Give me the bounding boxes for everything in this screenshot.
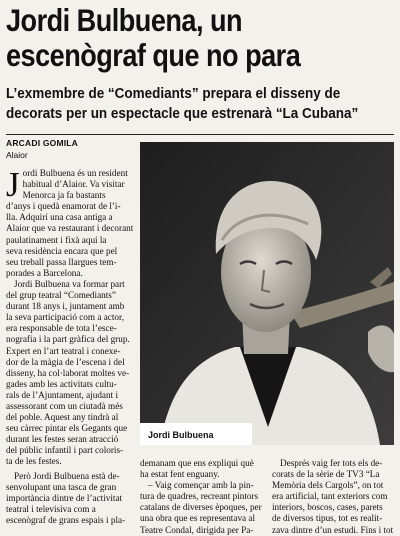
text-line: senvolupant una tasca de gran xyxy=(6,481,117,492)
drop-cap: J xyxy=(6,165,20,204)
headline-line-1: Jordi Bulbuena, un xyxy=(6,2,243,38)
text-line: interiors, boscos, cases, parets xyxy=(272,502,383,513)
text-line: durant 18 anys i, juntament amb xyxy=(6,301,125,312)
paragraph-4 xyxy=(140,458,262,480)
article-column-2 xyxy=(140,458,262,536)
text-line: ordi Bulbuena és un resident xyxy=(22,168,128,178)
text-line: dor de la màgia de l’escena i del xyxy=(6,356,125,367)
text-line: Menorca ja fa bastants xyxy=(22,190,106,201)
text-line: durant les festes seran atracció xyxy=(6,434,119,445)
text-line: demanam que ens expliqui què xyxy=(140,458,254,468)
text-line: rals de l’Ajuntament, ajudant i xyxy=(6,389,119,400)
text-line: del públic infantil i part coloris- xyxy=(6,445,124,456)
text-line: del grup teatral “Comediants” xyxy=(6,290,116,301)
text-line: disseny, ha col·laborat moltes ve- xyxy=(6,367,130,378)
headline-line-2: escenògraf que no para xyxy=(6,37,301,73)
paragraph-2 xyxy=(6,279,134,468)
text-line: seva residència encara que pel xyxy=(6,245,118,256)
text-line: era responsable de tota l’esce- xyxy=(6,323,117,334)
text-line: nografia i la part gràfica del grup. xyxy=(6,334,130,345)
text-line: tura de quadres, recreant pintors xyxy=(140,491,259,502)
text-line: escenògraf de grans espais i pla- xyxy=(6,514,126,525)
text-line: zava dintre d’un estudi. Fins i tot xyxy=(272,524,394,535)
text-line: una obra que es representava al xyxy=(140,513,256,524)
paragraph-5 xyxy=(140,480,262,535)
text-line: porades a Barcelona. xyxy=(6,267,83,278)
portrait-photo xyxy=(140,142,394,445)
text-line: Però Jordi Bulbuena està de- xyxy=(14,470,120,481)
text-line: Teatre Condal, dirigida per Pa- xyxy=(140,524,254,535)
text-line: d’anys i quedà enamorat de l’i- xyxy=(6,201,121,212)
paragraph-3 xyxy=(6,471,134,526)
dateline-place: Alaior xyxy=(6,150,28,160)
text-line: del poble. Aquest any tindrà al xyxy=(6,412,119,423)
headline xyxy=(6,3,341,73)
text-line: importància dintre de l’activitat xyxy=(6,492,123,503)
text-line: Jordi Bulbuena va formar part xyxy=(14,278,125,289)
text-line: Memòria dels Cargols”, on tot xyxy=(272,480,384,491)
text-line: teatral i televisiva com a xyxy=(6,503,96,514)
text-line: catalans de diverses èpoques, per xyxy=(140,502,262,513)
text-line: era artificial, tant exteriors com xyxy=(272,491,388,502)
text-line: assessorant com un ciutadà més xyxy=(6,400,123,411)
text-line: de diversos tipus, tot es realit- xyxy=(272,513,383,524)
byline-divider xyxy=(6,134,394,135)
text-line: Alaior que va restaurant i decorant xyxy=(6,223,134,234)
paragraph-6 xyxy=(272,458,394,536)
article-column-3 xyxy=(272,458,394,536)
caption-background xyxy=(140,423,252,445)
text-line: seu treball passa llargues tem- xyxy=(6,256,117,267)
text-line: la seva participació com a actor, xyxy=(6,312,124,323)
text-line: lla. Adquirí una casa antiga a xyxy=(6,212,113,223)
portrait-illustration xyxy=(140,142,394,445)
text-line: gades amb les activitats cultu- xyxy=(6,378,117,389)
text-line: habitual d’Alaior. Va visitar xyxy=(22,179,125,190)
text-line: seu càrrec pintar els Gegants que xyxy=(6,423,128,434)
text-line: – Vaig començar amb la pin- xyxy=(148,480,254,491)
subheadline xyxy=(6,84,371,124)
photo-caption: Jordi Bulbuena xyxy=(148,430,214,440)
text-line: paulatinament i fixà aquí la xyxy=(6,234,107,245)
text-line: Després vaig fer tots els de- xyxy=(280,458,383,468)
article-column-1 xyxy=(6,165,134,526)
subheadline-line-2: decorats per un espectacle que estrenarà “La Cubana” xyxy=(6,106,359,122)
author-byline: ARCADI GOMILA xyxy=(6,138,79,148)
subheadline-line-1: L’exmembre de “Comediants” prepara el disseny de xyxy=(6,86,341,102)
text-line: corats de la sèrie de TV3 “La xyxy=(272,469,380,480)
text-line: ha estat fent enguany. xyxy=(140,469,220,480)
text-line: ta de les festes. xyxy=(6,456,62,467)
paragraph-1 xyxy=(6,165,134,279)
text-line: Expert en l’art teatral i conexe- xyxy=(6,345,121,356)
